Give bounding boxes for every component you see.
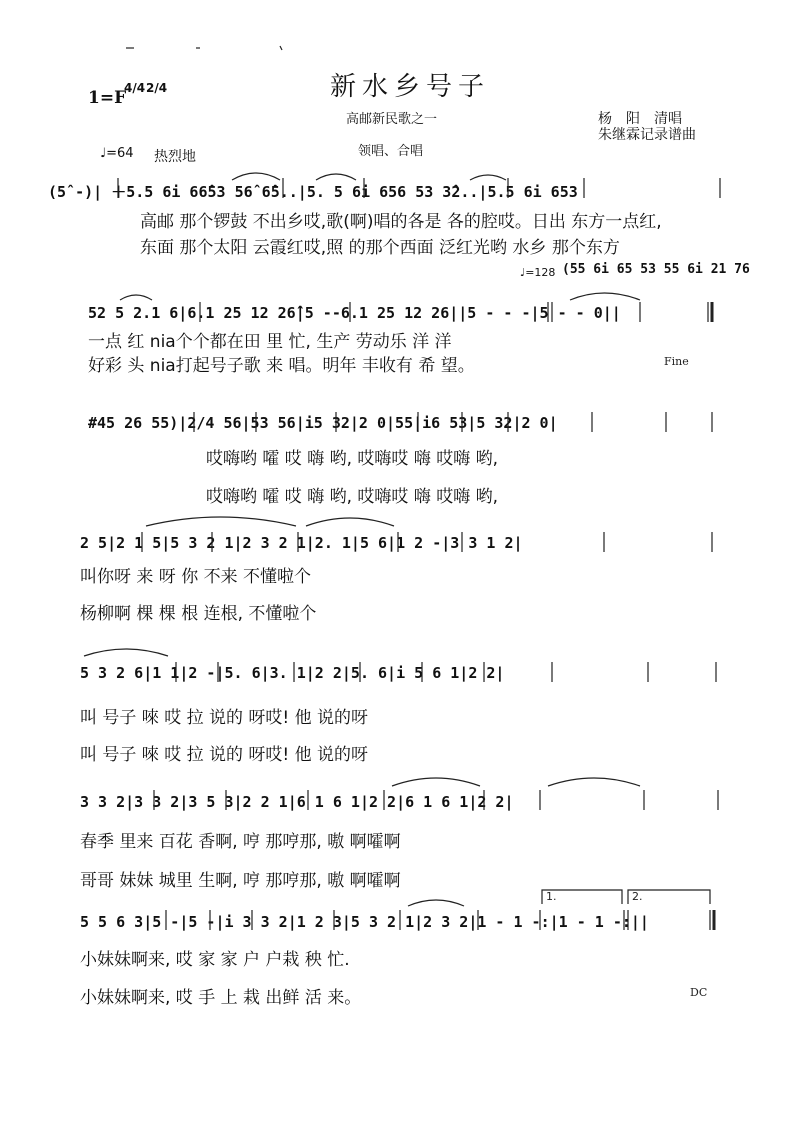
slur	[232, 173, 280, 180]
system-5-lyric-2: 叫 号子 唻 哎 拉 说的 呀哎! 他 说的呀	[80, 745, 369, 765]
volta-1-bracket	[542, 890, 622, 904]
system-7-lyric-2: 小妹妹啊来, 哎 手 上 栽 出鲜 活 来。	[80, 988, 362, 1008]
performance-form: 领唱、合唱	[358, 144, 424, 159]
dc-marking: DC	[690, 986, 708, 999]
system-3-notes: #45 26 55)|2/4 56|53 56|i5 32|2 0|55|i6 53|5 32|2 0|	[88, 414, 558, 432]
transcriber-credit: 朱继霖记录谱曲	[598, 127, 696, 143]
tempo-marking: ♩=64	[100, 146, 134, 161]
expression-marking: 热烈地	[154, 149, 196, 165]
system-4-notes: 2 5|2 1 5|5 3 2 1|2 3 2 1|2. 1|5 6|1 2 -|3 3 1 2|	[80, 534, 523, 552]
meter-a: 4/4	[124, 81, 146, 95]
slur	[84, 649, 168, 656]
system-4-lyric-1: 叫你呀 来 呀 你 不来 不懂啦个	[80, 567, 312, 587]
song-title: 新水乡号子	[330, 72, 491, 102]
system-2-notes: 52 5 2.1 6|6.1 25 12 26̂|5 --6.1 25 12 26||5 - - -|5 - - 0||	[88, 304, 621, 322]
slur	[392, 778, 480, 786]
slur	[306, 518, 394, 526]
system-1-lyric-1: 高邮 那个锣鼓 不出乡哎,歌(啊)唱的各是 各的腔哎。日出 东方一点红,	[140, 212, 662, 232]
top-mark	[280, 46, 282, 50]
slur	[146, 517, 296, 526]
system-7-lyric-1: 小妹妹啊来, 哎 家 家 户 户栽 秧 忙.	[80, 950, 350, 970]
system-1-lyric-2: 东面 那个太阳 云霞红哎,照 的那个西面 泛红光哟 水乡 那个东方	[140, 238, 620, 258]
volta-2-bracket	[628, 890, 710, 904]
key-signature: 1=F	[88, 88, 127, 108]
slur	[570, 293, 640, 300]
tempo-marking-2: ♩=128	[520, 266, 556, 279]
slur	[316, 174, 356, 180]
system-3-lyric-2: 哎嗨哟 嚯 哎 嗨 哟, 哎嗨哎 嗨 哎嗨 哟,	[206, 487, 499, 507]
system-3-lyric-1: 哎嗨哟 嚯 哎 嗨 哟, 哎嗨哎 嗨 哎嗨 哟,	[206, 449, 499, 469]
system-1-notes: (5̂ -)| ＋5.5 6i 66̂53 56̂ 6̂5..|5. 5 6i 656 53 3̂2..|5.5 6i 653	[48, 183, 578, 201]
system-6-lyric-2: 哥哥 妹妹 城里 生啊, 哼 那哼那, 嗷 啊嚯啊	[80, 871, 401, 891]
system-7-notes: 5 5 6 3|5 -|5 -|i 3 3 2|1 2 3|5 3 2 1|2 3 2|1 - 1 -:|1 - 1 -:||	[80, 913, 649, 931]
system-4-lyric-2: 杨柳啊 棵 棵 根 连根, 不懂啦个	[80, 604, 317, 624]
slur	[470, 175, 506, 180]
system-6-lyric-1: 春季 里来 百花 香啊, 哼 那哼那, 嗷 啊嚯啊	[80, 832, 401, 852]
meter-b: 2/4	[146, 81, 168, 95]
system-2-lyric-2: 好彩 头 nia打起号子歌 来 唱。明年 丰收有 希 望。	[88, 356, 475, 376]
system-6-notes: 3 3 2|3 3 2|3 5 3|2 2 1|6 1 6 1|2 2|6 1 6 1|2 2|	[80, 793, 514, 811]
song-subtitle: 高邮新民歌之一	[346, 112, 438, 127]
slur	[408, 900, 464, 906]
system-2-intro: (55 6i 65 53 55 6i 21 76	[562, 262, 750, 277]
volta-1-label: 1.	[546, 890, 557, 903]
system-5-notes: 5 3 2 6|1 1|2 -|5. 6|3. 1|2 2|5. 6|i 5 6 1|2 2|	[80, 664, 505, 682]
slur	[548, 778, 640, 786]
system-5-lyric-1: 叫 号子 唻 哎 拉 说的 呀哎! 他 说的呀	[80, 708, 369, 728]
singer-credit: 杨 阳 清唱	[598, 111, 682, 127]
volta-2-label: 2.	[632, 890, 643, 903]
system-2-lyric-1: 一点 红 nia个个都在田 里 忙, 生产 劳动乐 洋 洋	[88, 332, 452, 352]
slur	[120, 295, 152, 300]
fine-marking: Fine	[664, 355, 689, 368]
